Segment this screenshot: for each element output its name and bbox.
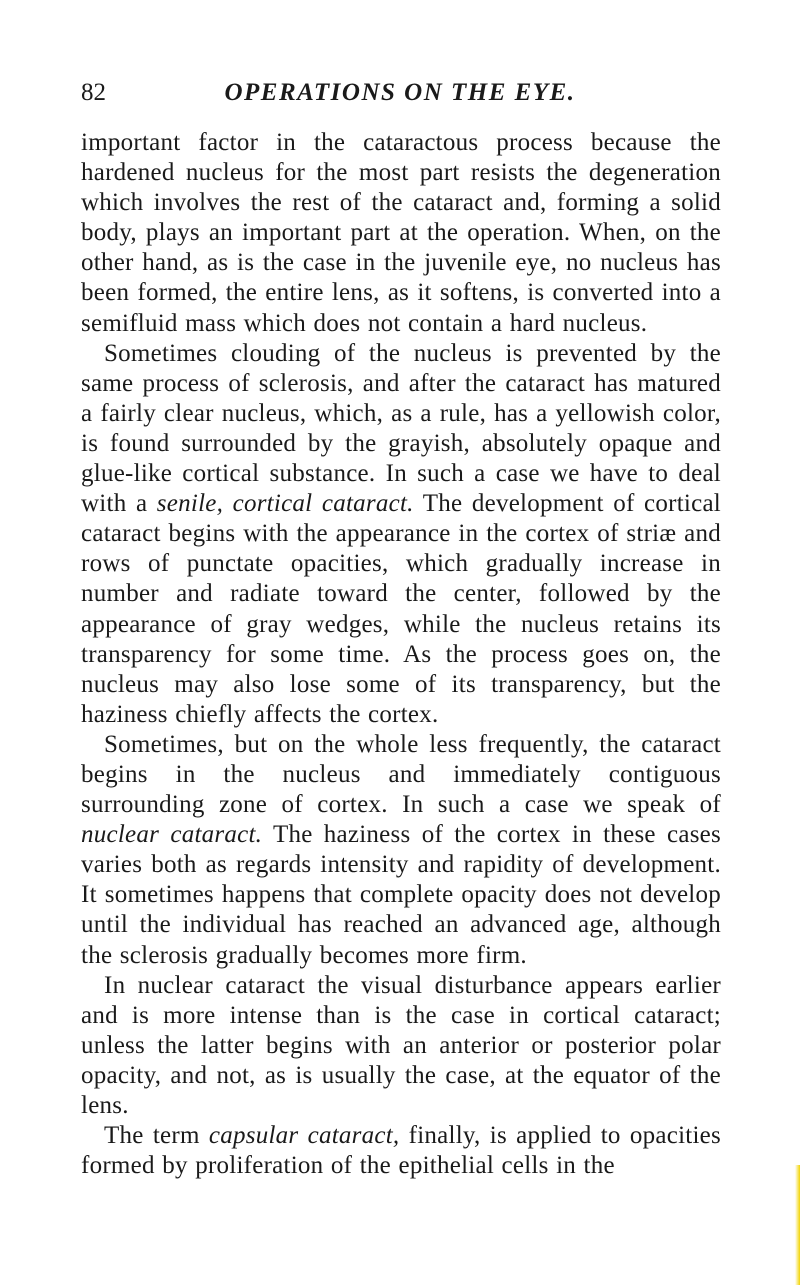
paragraph-5 bbox=[81, 1121, 721, 1181]
body-text bbox=[81, 128, 721, 1181]
paragraph-1-text: important factor in the cataractous process because the hardened nucleus for the most part resists the degeneration which involves the rest of the cataract and, forming a solid body, plays an important part at the operation. When, on the other hand, as is the case in the juvenile eye, no nucleus has been formed, the entire lens, as it softens, is converted into a semifluid mass which does not contain a hard nucleus. bbox=[81, 129, 721, 337]
running-header bbox=[0, 78, 800, 118]
page-edge-mark bbox=[795, 1165, 800, 1285]
nuclear-cataract-term: nuclear cataract. bbox=[81, 821, 263, 849]
paragraph-3-text-a: Sometimes, but on the whole less frequently, the cataract begins in the nucleus and immediately contiguous surrounding zone of cortex. In such a case we speak of bbox=[81, 730, 721, 819]
paragraph-5-text-a: The term bbox=[104, 1122, 209, 1150]
paragraph-2 bbox=[81, 339, 721, 730]
paragraph-3-text-b: The haziness of the cortex in these cases varies both as regards intensity and rapidity of development. It sometimes happens that complete opacity does not develop until the individual has reached an advanced age, although the sclerosis gradually becomes more firm. bbox=[81, 821, 722, 969]
paragraph-2-text-a: Sometimes clouding of the nucleus is prevented by the same process of sclerosis, and after the cataract has matured a fairly clear nucleus, which, as a rule, has a yellowish color, is found surrounded by the grayish, absolutely opaque and glue-like cortical substance. In such a case we have to deal with a bbox=[81, 339, 721, 518]
paragraph-5-text-b: finally, is applied to opacities formed by proliferation of the epithelial cells in the bbox=[81, 1122, 721, 1180]
paragraph-1 bbox=[81, 128, 721, 339]
senile-cortical-cataract-term: senile, cortical cataract. bbox=[156, 490, 414, 518]
paragraph-3 bbox=[81, 730, 721, 971]
running-title: OPERATIONS ON THE EYE. bbox=[224, 79, 576, 106]
capsular-cataract-term: capsular cataract, bbox=[208, 1122, 400, 1150]
page-number: 82 bbox=[81, 79, 106, 106]
paragraph-2-text-b: The development of cortical cataract begins with the appearance in the cortex of striæ and rows of punctate opacities, which gradually increase in number and radiate toward the center, followed by the appearance of gray wedges, while the nucleus retains its transparency for some time. As the process goes on, the nucleus may also lose some of its transparency, but the haziness chiefly affects the cortex. bbox=[81, 490, 721, 728]
paragraph-4 bbox=[81, 971, 721, 1121]
paragraph-4-text: In nuclear cataract the visual disturbance appears earlier and is more intense than is the case in cortical cataract; unless the latter begins with an anterior or posterior polar opacity, and not, as is usually the case, at the equator of the lens. bbox=[81, 971, 721, 1119]
